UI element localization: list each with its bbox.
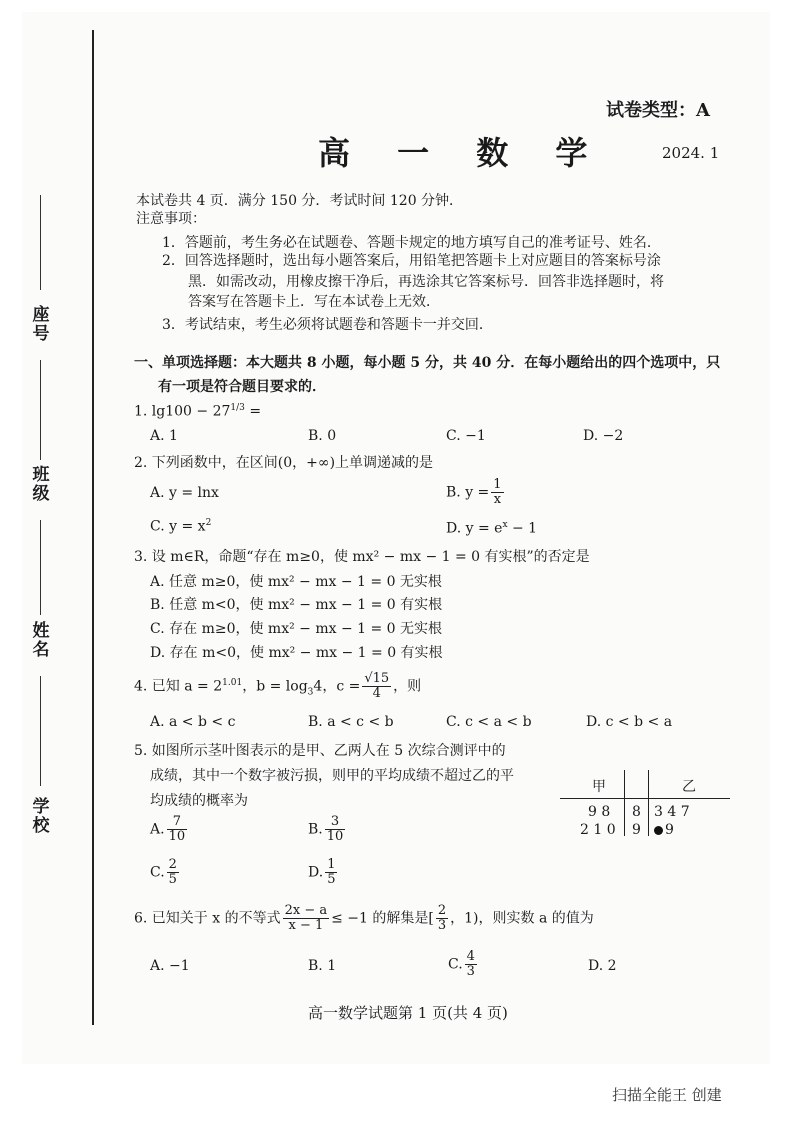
seat-blank bbox=[40, 195, 41, 290]
q5-option-d: D. $\frac{1}{5}$ bbox=[308, 857, 336, 887]
class-blank bbox=[40, 360, 41, 460]
stem-leaf-row1-right: 3 4 7 bbox=[654, 804, 690, 820]
q6-option-a: A. −1 bbox=[150, 958, 190, 974]
q4-option-c: C. c < a < b bbox=[446, 714, 532, 730]
q4-option-a: A. a < b < c bbox=[150, 714, 236, 730]
q1-option-d: D. −2 bbox=[583, 428, 624, 444]
q2-b-fraction: $\frac{1}{x}$ bbox=[493, 477, 502, 507]
name-blank bbox=[40, 520, 41, 615]
question-6-stem: 6. 已知关于 x 的不等式 $\frac{2x - a}{x - 1}$ ≤ −1 的解集是[ $\frac{2}{3}$ ，1)，则实数 a 的值为 bbox=[134, 903, 594, 933]
q1-option-c: C. −1 bbox=[446, 428, 486, 444]
q1-option-a: A. 1 bbox=[150, 428, 178, 444]
question-4-stem: 4. 已知 $a = 2^{1.01}$，$b = \log_34$，c = $\frac{√15}{4}$ ，则 bbox=[134, 671, 422, 701]
q6-c-fraction: $\frac{4}{3}$ bbox=[466, 949, 475, 979]
smudge-blot bbox=[654, 826, 663, 835]
page-footer: 高一数学试题第 1 页(共 4 页) bbox=[308, 1004, 508, 1022]
stem-leaf-row1-stem: 8 bbox=[632, 804, 641, 820]
stem-leaf-plot bbox=[560, 770, 730, 836]
question-5-line3: 均成绩的概率为 bbox=[150, 793, 248, 809]
q3-option-c: C. 存在 m≥0，使 mx² − mx − 1 = 0 无实根 bbox=[150, 621, 443, 637]
note-2b: 黑．如需改动，用橡皮擦干净后，再选涂其它答案标号．回答非选择题时，将 bbox=[188, 274, 664, 290]
q5-option-a: A. $\frac{7}{10}$ bbox=[150, 814, 186, 844]
q6-option-b: B. 1 bbox=[308, 958, 337, 974]
q5-option-b: B. $\frac{3}{10}$ bbox=[308, 814, 344, 844]
note-2c: 答案写在答题卡上．写在本试卷上无效． bbox=[188, 294, 440, 310]
note-1: 1．答题前，考生务必在试题卷、答题卡规定的地方填写自己的准考证号、姓名． bbox=[162, 235, 661, 251]
seat-label: 座号 bbox=[32, 305, 50, 344]
paper-type: 试卷类型：A bbox=[606, 100, 710, 121]
exam-date: 2024. 1 bbox=[662, 144, 720, 162]
stem-leaf-row2-right: 9 bbox=[654, 822, 674, 838]
q5-d-fraction: $\frac{1}{5}$ bbox=[327, 857, 336, 887]
q5-option-c: C. $\frac{2}{5}$ bbox=[150, 857, 177, 887]
q2-option-b: B. y = $\frac{1}{x}$ bbox=[446, 477, 502, 507]
stem-leaf-header-left: 甲 bbox=[592, 779, 606, 795]
q3-option-d: D. 存在 m<0，使 mx² − mx − 1 = 0 有实根 bbox=[150, 645, 443, 661]
question-5-line1: 5. 如图所示茎叶图表示的是甲、乙两人在 5 次综合测评中的 bbox=[134, 743, 506, 759]
stem-leaf-row1-left: 9 8 bbox=[588, 804, 611, 820]
note-2a: 2．回答选择题时，选出每小题答案后，用铅笔把答题卡上对应题目的答案标号涂 bbox=[162, 253, 661, 269]
page-title: 高 一 数 学 bbox=[318, 134, 606, 172]
intro-line: 本试卷共 4 页．满分 150 分．考试时间 120 分钟． bbox=[136, 193, 464, 209]
q5-c-fraction: $\frac{2}{5}$ bbox=[168, 857, 177, 887]
q5-b-fraction: $\frac{3}{10}$ bbox=[326, 814, 344, 844]
q4-c-fraction: $\frac{√15}{4}$ bbox=[364, 671, 390, 701]
class-label: 班级 bbox=[32, 465, 50, 504]
q2-option-d: D. $y = e^x - 1$ bbox=[446, 520, 538, 537]
q5-a-fraction: $\frac{7}{10}$ bbox=[168, 814, 186, 844]
q6-option-c: C. $\frac{4}{3}$ bbox=[448, 949, 475, 979]
q4-option-d: D. c < b < a bbox=[586, 714, 673, 730]
scanner-watermark: 扫描全能王 创建 bbox=[612, 1086, 722, 1104]
q3-option-a: A. 任意 m≥0，使 mx² − mx − 1 = 0 无实根 bbox=[150, 574, 442, 590]
q3-option-b: B. 任意 m<0，使 mx² − mx − 1 = 0 有实根 bbox=[150, 597, 443, 613]
name-label: 姓名 bbox=[32, 621, 50, 660]
school-blank bbox=[40, 676, 41, 786]
question-3-stem: 3. 设 m∈R，命题“存在 m≥0，使 mx² − mx − 1 = 0 有实根”的否定是 bbox=[134, 549, 590, 565]
stem-leaf-row2-left: 2 1 0 bbox=[580, 822, 616, 838]
school-label: 学校 bbox=[32, 797, 50, 836]
q6-interval-fraction: $\frac{2}{3}$ bbox=[437, 903, 447, 933]
section-heading-cont: 有一项是符合题目要求的． bbox=[158, 379, 326, 395]
q1-option-b: B. 0 bbox=[308, 428, 337, 444]
binding-line bbox=[92, 30, 94, 1025]
note-3: 3．考试结束，考生必须将试题卷和答题卡一并交回． bbox=[162, 317, 493, 333]
q4-option-b: B. a < c < b bbox=[308, 714, 394, 730]
q6-option-d: D. 2 bbox=[588, 958, 617, 974]
q2-option-a: A. y = lnx bbox=[150, 485, 219, 501]
stem-leaf-row2-stem: 9 bbox=[632, 822, 641, 838]
section-heading: 一、单项选择题：本大题共 8 小题，每小题 5 分，共 40 分．在每小题给出的四个选项中，只 bbox=[134, 355, 721, 371]
q6-inequality-fraction: $\frac{2x - a}{x - 1}$ bbox=[284, 903, 328, 933]
notes-title: 注意事项： bbox=[136, 211, 206, 227]
question-1-stem: 1. $\lg 100 - 27^{1/3}$ = bbox=[134, 403, 262, 420]
question-5-line2: 成绩，其中一个数字被污损，则甲的平均成绩不超过乙的平 bbox=[150, 768, 514, 784]
q2-option-c: C. $y = x^2$ bbox=[150, 518, 212, 535]
stem-leaf-header-right: 乙 bbox=[682, 779, 696, 795]
question-2-stem: 2. 下列函数中，在区间(0，+∞)上单调递减的是 bbox=[134, 455, 434, 471]
